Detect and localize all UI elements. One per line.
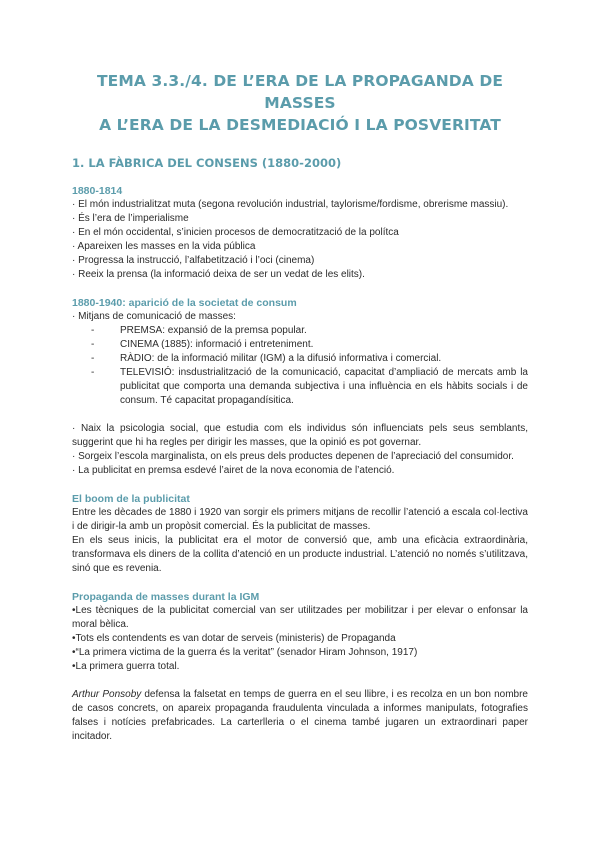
list-item: · El món industrialitzat muta (segona revolución industrial, taylorisme/fordisme, obrerisme massiu).	[72, 199, 509, 210]
igm-heading: Propaganda de masses durant la IGM	[72, 591, 260, 603]
dash-marker: -	[91, 339, 95, 350]
list-item: •“La primera victima de la guerra és la veritat” (senador Hiram Johnson, 1917)	[72, 647, 418, 658]
list-item-text: CINEMA (1885): informació i entreteniment.	[120, 339, 314, 350]
list-item-text: TELEVISIÓ: insdustrialització de la comunicació, capacitat d’ampliació de mercats amb la publicitat que comporta una demanda subjectiva i una influència en els hàbits socials i de consum. Té capacitat propagandísitica.	[120, 367, 528, 406]
page-title-line-1: TEMA 3.3./4. DE L’ERA DE LA PROPAGANDA DE MASSES	[96, 72, 504, 112]
page-title-line-2: A L’ERA DE LA DESMEDIACIÓ I LA POSVERITAT	[99, 116, 501, 134]
list-item-text: PREMSA: expansió de la premsa popular.	[120, 325, 307, 336]
ponsonby-paragraph	[72, 688, 528, 744]
list-item: •La primera guerra total.	[72, 661, 180, 672]
list-item: · Progressa la instrucció, l’alfabetització i l’oci (cinema)	[72, 255, 315, 266]
paragraph: En els seus inicis, la publicitat era el motor de conversió que, amb una eficàcia extraordinària, transformava els diners de la collita d’atenció en un producte industrial. L’atenció no només s’utilitzava, sinó que es revenia.	[72, 535, 528, 574]
boom-heading: El boom de la publicitat	[72, 493, 190, 505]
block-boom	[72, 492, 528, 576]
list-item: · En el món occidental, s’inicien procesos de democratització de la polítca	[72, 227, 399, 238]
paragraph: Entre les dècades de 1880 i 1920 van sorgir els primers mitjans de recollir l’atenció a escala col·lectiva i de dirigir-la amb un propòsit comercial. És la publicitat de masses.	[72, 507, 528, 532]
list-item	[91, 366, 528, 408]
dash-marker: -	[91, 367, 95, 378]
list-item: · És l’era de l’imperialisme	[72, 213, 189, 224]
paragraph: · Naix la psicologia social, que estudia com els individus són influenciats pels seus semblants, suggerint que hi ha regles per dirigir les masses, que la opinió es pot governar.	[72, 423, 528, 448]
ponsonby-text: defensa la falsetat en temps de guerra en el seu llibre, i es recolza en un bon nombre de casos concrets, on apareix propaganda fraudulenta vinculada a informes manipulats, fotografies falses i notícies prefabricades. La carterlleria o el cinema també jugaren un extraordinari paper incitador.	[72, 689, 528, 742]
mass-media-list	[72, 324, 528, 408]
list-item: · Reeix la prensa (la informació deixa de ser un vedat de les elits).	[72, 269, 365, 280]
list-item	[91, 324, 528, 338]
block-1880-1814	[72, 184, 528, 282]
list-item: •Tots els contendents es van dotar de serveis (ministeris) de Propaganda	[72, 633, 396, 644]
list-item-text: RÀDIO: de la informació militar (IGM) a la difusió informativa i comercial.	[120, 353, 442, 364]
mass-media-intro: · Mitjans de comunicació de masses:	[72, 311, 236, 322]
block-1880-1940-heading: 1880-1940: aparició de la societat de consum	[72, 297, 297, 309]
list-item: •Les tècniques de la publicitat comercial van ser utilitzades per mobilitzar i per elevar o enfonsar la moral bèlica.	[72, 605, 528, 630]
list-item	[91, 338, 528, 352]
page-title	[72, 0, 528, 136]
list-item	[91, 352, 528, 366]
author-name: Arthur Ponsoby	[72, 689, 142, 700]
dash-marker: -	[91, 353, 95, 364]
block-1880-1814-heading: 1880-1814	[72, 185, 123, 197]
paragraph: · Sorgeix l’escola marginalista, on els preus dels productes depenen de l’apreciació del consumidor.	[72, 451, 514, 462]
block-igm	[72, 590, 528, 674]
paragraph: · La publicitat en premsa esdevé l’airet de la nova economia de l’atenció.	[72, 465, 395, 476]
list-item: · Apareixen les masses en la vida pública	[72, 241, 256, 252]
dash-marker: -	[91, 325, 95, 336]
section-1-heading: 1. LA FÀBRICA DEL CONSENS (1880-2000)	[72, 156, 342, 170]
block-1880-1940	[72, 296, 528, 478]
